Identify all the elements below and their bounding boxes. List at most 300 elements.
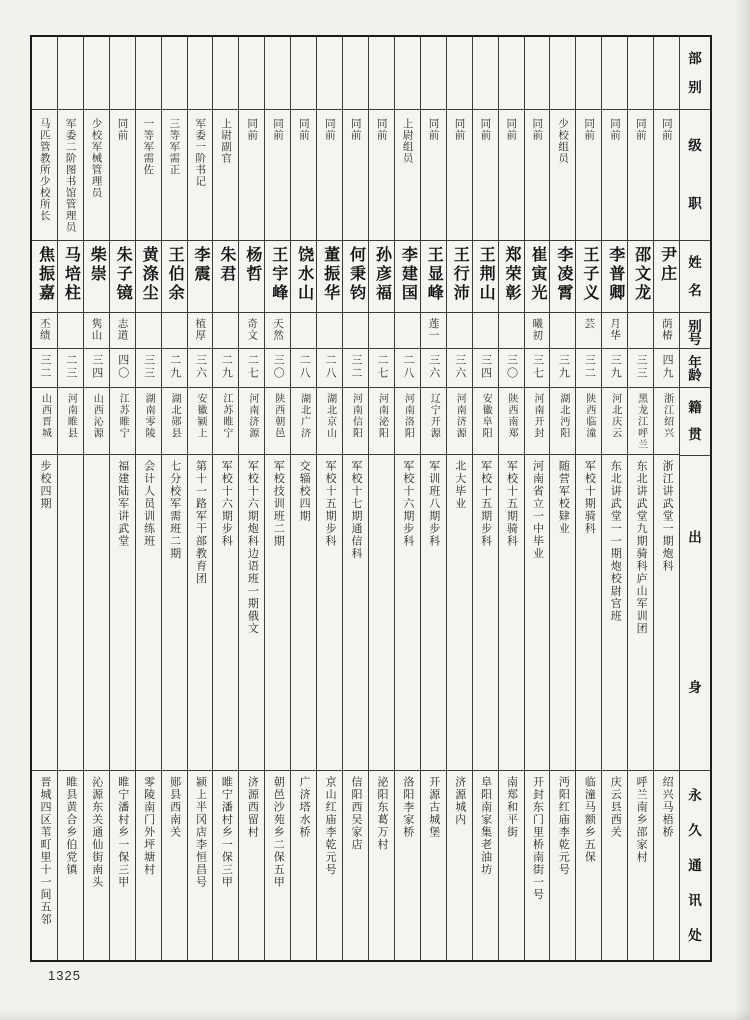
cell-address (602, 771, 627, 960)
origin-text: 湖南零陵 (143, 392, 155, 439)
background-text: 北大毕业 (453, 460, 466, 511)
cell-origin (369, 388, 394, 456)
address-text: 洛阳李家桥 (401, 775, 414, 839)
cell-age (473, 349, 498, 388)
cell-origin (473, 388, 498, 456)
rank-text: 少校军械管理员 (90, 117, 103, 199)
age-text: 四九 (661, 353, 674, 380)
cell-rank (550, 110, 575, 241)
cell-name (525, 241, 550, 313)
address-text: 泌阳东葛万村 (375, 775, 388, 851)
origin-text: 湖北郧县 (169, 392, 181, 439)
cell-name (499, 241, 524, 313)
cell-unit (213, 37, 238, 110)
person-column (421, 37, 447, 960)
origin-text: 湖北京山 (324, 392, 336, 439)
alias-text: 隽山 (90, 317, 103, 341)
cell-alias (602, 313, 627, 349)
cell-age (188, 349, 213, 388)
cell-address (395, 771, 420, 960)
cell-alias (499, 313, 524, 349)
cell-name (110, 241, 135, 313)
cell-origin (421, 388, 446, 456)
cell-age (84, 349, 109, 388)
name-text: 杨哲 (243, 246, 261, 285)
cell-background (654, 455, 679, 771)
cell-unit (447, 37, 472, 110)
cell-origin (628, 388, 653, 456)
address-text: 济源城内 (453, 775, 466, 826)
cell-rank (58, 110, 83, 241)
cell-background (421, 455, 446, 771)
name-text: 朱子镜 (114, 246, 132, 304)
rank-text: 上尉副官 (220, 117, 233, 164)
cell-address (239, 771, 264, 960)
cell-background (447, 455, 472, 771)
cell-age (58, 349, 83, 388)
rank-text: 同前 (608, 117, 621, 141)
name-text: 王显峰 (425, 246, 443, 304)
background-text: 会计人员训练班 (142, 460, 155, 548)
alias-text: 荫椿 (660, 317, 673, 341)
cell-alias (188, 313, 213, 349)
header-char: 别 (688, 79, 702, 95)
header-background (680, 456, 710, 771)
cell-name (265, 241, 290, 313)
cell-age (213, 349, 238, 388)
address-text: 阜阳南家集老油坊 (479, 775, 492, 876)
cell-rank (602, 110, 627, 241)
cell-name (32, 241, 57, 313)
name-text: 王子义 (580, 246, 598, 304)
cell-origin (447, 388, 472, 456)
header-char: 部 (688, 50, 702, 66)
name-text: 李凌霄 (554, 246, 572, 304)
cell-background (317, 455, 342, 771)
person-column (317, 37, 343, 960)
cell-name (239, 241, 264, 313)
cell-rank (239, 110, 264, 241)
header-origin (680, 388, 710, 456)
address-text: 南郑和平街 (505, 775, 518, 839)
age-text: 三六 (194, 353, 207, 380)
person-column (525, 37, 551, 960)
name-text: 王荆山 (477, 246, 495, 304)
origin-text: 安徽颍上 (194, 392, 206, 439)
origin-text: 山西晋城 (39, 392, 51, 439)
name-text: 尹庄 (658, 246, 676, 285)
cell-address (447, 771, 472, 960)
scan-shadow-bottom (0, 1010, 750, 1020)
origin-text: 浙江绍兴 (661, 392, 673, 439)
cell-origin (110, 388, 135, 456)
background-text: 军校十五期骑科 (505, 460, 518, 548)
cell-origin (136, 388, 161, 456)
cell-name (317, 241, 342, 313)
cell-alias (317, 313, 342, 349)
alias-text: 莲一 (427, 317, 440, 341)
rank-text: 同前 (323, 117, 336, 141)
rank-text: 同前 (272, 117, 284, 141)
cell-background (628, 455, 653, 771)
cell-background (473, 455, 498, 771)
cell-age (447, 349, 472, 388)
cell-background (188, 455, 213, 771)
name-text: 李普卿 (606, 246, 624, 304)
address-text: 呼兰南乡邵家村 (635, 775, 648, 864)
cell-address (499, 771, 524, 960)
cell-unit (369, 37, 394, 110)
person-column (32, 37, 58, 960)
age-text: 三三 (635, 353, 648, 380)
person-column (239, 37, 265, 960)
origin-text: 江苏睢宁 (220, 392, 232, 439)
person-column (188, 37, 214, 960)
cell-origin (84, 388, 109, 456)
header-char: 年 (688, 354, 702, 370)
alias-text: 奇文 (246, 317, 259, 341)
origin-text: 黑龙江呼兰 (635, 392, 647, 451)
cell-background (110, 455, 135, 771)
address-text: 开源古城堡 (427, 775, 440, 839)
name-text: 孙彦福 (373, 246, 391, 304)
cell-age (239, 349, 264, 388)
cell-alias (58, 313, 83, 349)
name-text: 朱君 (217, 246, 235, 285)
cell-unit (265, 37, 290, 110)
cell-origin (188, 388, 213, 456)
cell-alias (576, 313, 601, 349)
header-char: 处 (688, 927, 702, 943)
rank-text: 同前 (479, 117, 492, 141)
address-text: 信阳西吴家店 (350, 775, 363, 851)
age-text: 二八 (401, 353, 414, 380)
age-text: 三六 (453, 353, 466, 380)
cell-unit (602, 37, 627, 110)
age-text: 三四 (90, 353, 103, 380)
cell-age (525, 349, 550, 388)
cell-origin (265, 388, 290, 456)
cell-background (239, 455, 264, 771)
cell-alias (421, 313, 446, 349)
cell-origin (213, 388, 238, 456)
cell-unit (343, 37, 368, 110)
name-text: 柴崇 (88, 246, 106, 285)
age-text: 三〇 (505, 353, 518, 380)
header-char: 职 (688, 196, 702, 212)
cell-alias (84, 313, 109, 349)
background-text: 军校十六期步科 (401, 460, 414, 548)
origin-text: 河南睢县 (65, 392, 77, 439)
rank-text: 少校组员 (557, 117, 570, 164)
rank-text: 同前 (375, 117, 388, 141)
address-text: 绍兴马梧桥 (661, 775, 674, 839)
cell-name (162, 241, 187, 313)
alias-text: 志道 (116, 317, 129, 341)
cell-unit (628, 37, 653, 110)
cell-rank (291, 110, 316, 241)
address-text: 开封东门里桥南街一号 (531, 775, 544, 901)
cell-rank (473, 110, 498, 241)
name-text: 邵文龙 (632, 246, 650, 304)
cell-unit (84, 37, 109, 110)
age-text: 三九 (557, 353, 570, 380)
cell-origin (525, 388, 550, 456)
cell-background (291, 455, 316, 771)
cell-rank (213, 110, 238, 241)
address-text: 沔阳红庙李乾元号 (557, 775, 570, 876)
cell-rank (317, 110, 342, 241)
cell-unit (58, 37, 83, 110)
header-unit (680, 37, 710, 110)
cell-rank (136, 110, 161, 241)
cell-age (136, 349, 161, 388)
cell-address (550, 771, 575, 960)
cell-origin (343, 388, 368, 456)
cell-address (162, 771, 187, 960)
cell-rank (628, 110, 653, 241)
cell-background (84, 455, 109, 771)
cell-origin (239, 388, 264, 456)
age-text: 二三 (64, 353, 77, 380)
cell-name (395, 241, 420, 313)
header-char: 龄 (688, 368, 702, 384)
cell-alias (654, 313, 679, 349)
address-text: 京山红庙李乾元号 (324, 775, 337, 876)
cell-name (136, 241, 161, 313)
cell-background (395, 455, 420, 771)
rank-text: 军委一阶书记 (194, 117, 207, 187)
cell-name (58, 241, 83, 313)
cell-address (343, 771, 368, 960)
origin-text: 山西沁源 (91, 392, 103, 439)
background-text: 交辎校四期 (298, 460, 311, 523)
origin-text: 湖北沔阳 (557, 392, 569, 439)
cell-unit (421, 37, 446, 110)
address-text: 颍上半冈店李恒昌号 (194, 775, 207, 889)
address-text: 朝邑沙苑乡二保五甲 (272, 775, 285, 889)
cell-rank (84, 110, 109, 241)
age-text: 三二 (350, 353, 363, 380)
origin-text: 陕西朝邑 (272, 392, 284, 439)
cell-alias (239, 313, 264, 349)
cell-origin (654, 388, 679, 456)
rank-text: 同前 (246, 117, 259, 141)
cell-background (525, 455, 550, 771)
header-char: 姓 (688, 254, 702, 270)
cell-origin (58, 388, 83, 456)
cell-rank (654, 110, 679, 241)
cell-origin (602, 388, 627, 456)
alias-text: 丕绩 (38, 317, 51, 341)
origin-text: 河南洛阳 (402, 392, 414, 439)
header-char: 籍 (688, 400, 702, 416)
cell-rank (110, 110, 135, 241)
cell-age (369, 349, 394, 388)
rank-text: 马匹管教所少校所长 (38, 117, 51, 222)
header-address (680, 771, 710, 960)
cell-background (58, 455, 83, 771)
header-rank (680, 110, 710, 241)
cell-address (654, 771, 679, 960)
cell-name (291, 241, 316, 313)
cell-rank (447, 110, 472, 241)
cell-rank (32, 110, 57, 241)
background-text: 军校十六期炮科边语班一期俄文 (246, 460, 259, 636)
cell-alias (395, 313, 420, 349)
cell-alias (628, 313, 653, 349)
cell-name (473, 241, 498, 313)
background-text: 军训班八期步科 (427, 460, 440, 548)
name-text: 饶水山 (295, 246, 313, 304)
person-column (628, 37, 654, 960)
cell-unit (576, 37, 601, 110)
cell-alias (343, 313, 368, 349)
origin-text: 河南济源 (246, 392, 258, 439)
header-char: 出 (688, 529, 702, 545)
age-text: 三四 (479, 353, 492, 380)
cell-address (213, 771, 238, 960)
age-text: 三二 (38, 353, 51, 380)
address-text: 睢宁潘村乡一保三甲 (220, 775, 233, 889)
name-text: 李震 (191, 246, 209, 285)
background-text: 军校十五期步科 (479, 460, 492, 548)
cell-age (628, 349, 653, 388)
background-text: 随营军校肄业 (557, 460, 570, 536)
cell-unit (473, 37, 498, 110)
name-text: 王行沛 (451, 246, 469, 304)
rank-text: 同前 (531, 117, 544, 141)
rank-text: 上尉组员 (401, 117, 414, 164)
background-text: 第十一路军干部教育团 (194, 460, 207, 586)
cell-rank (369, 110, 394, 241)
background-text: 河南省立一中毕业 (531, 460, 544, 561)
background-text: 七分校军需班二期 (168, 460, 181, 561)
cell-alias (291, 313, 316, 349)
cell-alias (447, 313, 472, 349)
rank-text: 军委二阶图书馆管理员 (64, 117, 77, 233)
cell-rank (188, 110, 213, 241)
cell-background (136, 455, 161, 771)
person-column (136, 37, 162, 960)
origin-text: 河南济源 (454, 392, 466, 439)
cell-address (188, 771, 213, 960)
person-column (576, 37, 602, 960)
header-char: 久 (688, 822, 702, 838)
person-column (84, 37, 110, 960)
cell-rank (343, 110, 368, 241)
origin-text: 河南开封 (531, 392, 543, 439)
cell-background (265, 455, 290, 771)
header-char: 贯 (688, 426, 702, 442)
cell-unit (188, 37, 213, 110)
header-column (680, 37, 710, 960)
address-text: 晋城四区苇町里十一间五邻 (38, 775, 51, 926)
cell-address (525, 771, 550, 960)
cell-unit (162, 37, 187, 110)
origin-text: 江苏睢宁 (117, 392, 129, 439)
cell-unit (317, 37, 342, 110)
rank-text: 同前 (634, 117, 647, 141)
rank-text: 同前 (427, 117, 440, 141)
age-text: 三三 (142, 353, 155, 380)
age-text: 二八 (324, 353, 337, 380)
person-column (550, 37, 576, 960)
person-column (162, 37, 188, 960)
origin-text: 河南信阳 (350, 392, 362, 439)
person-column (110, 37, 136, 960)
cell-name (369, 241, 394, 313)
cell-background (162, 455, 187, 771)
rank-text: 同前 (349, 117, 362, 141)
cell-unit (32, 37, 57, 110)
background-text: 福建陆军讲武堂 (116, 460, 129, 548)
name-text: 王宇峰 (269, 246, 287, 304)
cell-name (213, 241, 238, 313)
cell-address (421, 771, 446, 960)
rank-text: 同前 (660, 117, 673, 141)
cell-name (576, 241, 601, 313)
age-text: 三九 (609, 353, 622, 380)
rank-text: 同前 (297, 117, 310, 141)
person-column (654, 37, 680, 960)
header-char: 永 (688, 787, 702, 803)
cell-age (550, 349, 575, 388)
person-column (58, 37, 84, 960)
background-text: 军校十期骑科 (583, 460, 596, 536)
cell-name (654, 241, 679, 313)
origin-text: 辽宁开源 (428, 392, 440, 439)
name-text: 何秉钧 (347, 246, 365, 304)
person-column (291, 37, 317, 960)
cell-alias (550, 313, 575, 349)
header-char: 身 (688, 680, 702, 696)
cell-background (343, 455, 368, 771)
cell-alias (136, 313, 161, 349)
address-text: 郧县西南关 (168, 775, 181, 839)
alias-text: 月华 (608, 317, 621, 341)
cell-name (84, 241, 109, 313)
cell-background (213, 455, 238, 771)
age-text: 二八 (298, 353, 311, 380)
rank-text: 同前 (453, 117, 466, 141)
cell-unit (550, 37, 575, 110)
cell-name (188, 241, 213, 313)
cell-alias (473, 313, 498, 349)
cell-origin (32, 388, 57, 456)
cell-name (550, 241, 575, 313)
cell-address (628, 771, 653, 960)
cell-background (602, 455, 627, 771)
address-text: 济源西留村 (246, 775, 259, 839)
age-text: 二九 (168, 353, 181, 380)
cell-age (110, 349, 135, 388)
cell-age (395, 349, 420, 388)
cell-origin (550, 388, 575, 456)
page-number: 1325 (48, 968, 81, 983)
registry-table (30, 35, 712, 962)
name-text: 李建国 (399, 246, 417, 304)
origin-text: 陕西临潼 (583, 392, 595, 439)
age-text: 三六 (427, 353, 440, 380)
cell-alias (162, 313, 187, 349)
cell-origin (499, 388, 524, 456)
cell-background (576, 455, 601, 771)
cell-name (343, 241, 368, 313)
header-char: 名 (688, 282, 702, 298)
origin-text: 河南泌阳 (376, 392, 388, 439)
cell-origin (162, 388, 187, 456)
